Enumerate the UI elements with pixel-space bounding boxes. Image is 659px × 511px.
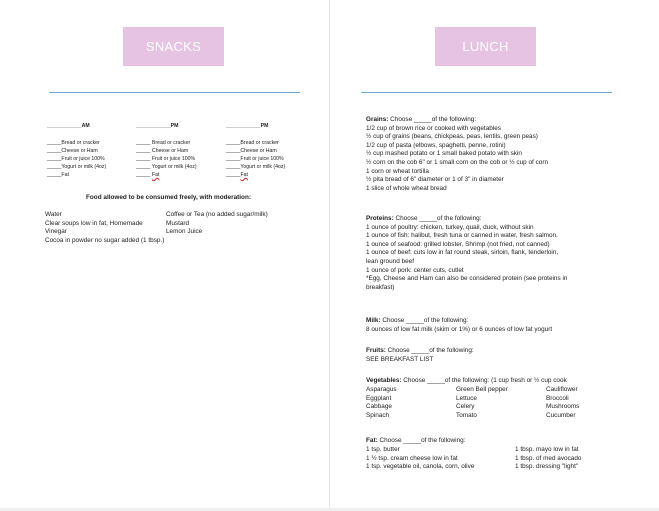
free-foods-left — [45, 211, 164, 245]
list-item: 1 tsp. vegetable oil, canola, corn, olive — [366, 463, 475, 471]
list-item: Tomato — [456, 411, 477, 419]
list-item: 1 tbsp. mayo low in fat — [515, 446, 579, 453]
list-item: 1 ounce of poultry: chicken, turkey, quail, duck, without skin — [366, 223, 534, 231]
list-item: _____Fruit or juice 100% — [226, 156, 284, 162]
fruits-choose: Choose _____of the following: — [385, 347, 474, 354]
list-item: Eggplant — [366, 394, 392, 402]
list-item: _____ Fruit or juice 100% — [136, 156, 196, 162]
vegetables-choose: Choose _____of the following: (1 cup fresh or ½ cup cook — [401, 377, 567, 384]
section-heading — [366, 215, 567, 224]
list-item: 1 tbsp. dressing "light" — [515, 463, 579, 471]
free-foods-title: Food allowed to be consumed freely, with moderation: — [86, 194, 251, 201]
list-item: ½ corn on the cob 6" or 1 small corn on the cob or ½ cup of corn — [366, 158, 549, 166]
fat-col-2 — [515, 446, 581, 472]
list-item: 1/2 cup of pasta (elbows, spaghetti, penne, rotini) — [366, 141, 506, 149]
milk-choose: Choose _____of the following: — [380, 317, 469, 324]
list-item: Broccoli — [546, 394, 569, 402]
list-item: 1 slice of whole wheat bread — [366, 184, 447, 192]
grains-section — [366, 116, 548, 193]
milk-section — [366, 317, 552, 334]
list-item: _____Fruit or juice 100% — [47, 156, 105, 162]
spellcheck-word: Fat — [240, 172, 248, 178]
list-item: _____Fat — [47, 172, 69, 178]
section-heading — [366, 347, 474, 356]
list-item: _____ Yogurt or milk (4oz) — [136, 164, 197, 170]
fruits-section — [366, 347, 474, 364]
spellcheck-word: Fat — [151, 172, 160, 178]
list-item: Cocoa in powder no sugar added (1 tbsp.) — [45, 236, 165, 244]
vegetables-col-2 — [456, 386, 508, 420]
proteins-label: Proteins: — [366, 215, 394, 222]
list-item: SEE BREAKFAST LIST — [366, 355, 434, 363]
list-item: 1 ounce of fish: halibut, fresh tuna or canned in water, fresh salmon. — [366, 232, 558, 240]
snack-list-am — [47, 139, 106, 179]
list-item: Vinegar — [45, 228, 67, 236]
lunch-page — [330, 0, 659, 511]
list-item: Lemon Juice — [166, 228, 203, 236]
list-item: _____Cheese or Ham — [226, 148, 277, 154]
list-item: 1 corn or wheat tortilla — [366, 167, 429, 175]
list-item: Cabbage — [366, 403, 392, 411]
list-item: 8 ounces of low fat milk (skim or 1%) or 6 ounces of low fat yogurt — [366, 325, 553, 333]
list-item: _____ Cheese or Ham — [136, 148, 189, 154]
vegetables-col-3 — [546, 386, 579, 420]
list-item: _____Yogurt or milk (4oz) — [226, 164, 286, 170]
list-item — [226, 171, 285, 179]
list-item: 1 ounce of beef: cuts low in fat round steak, sirloin, flank, tenderloin, — [366, 249, 559, 257]
proteins-choose: Choose _____of the following: — [393, 215, 482, 222]
fat-label: Fat: — [366, 437, 378, 444]
proteins-section — [366, 215, 567, 292]
list-item: Mustard — [166, 219, 190, 227]
list-item: 1 ounce of seafood: grilled lobster, Shrimp (not fried, not canned) — [366, 240, 550, 248]
list-item: 1 ½ tsp. cream cheese low in fat — [366, 454, 458, 462]
list-item: _____Bread or cracker — [226, 140, 279, 146]
fruits-label: Fruits: — [366, 347, 386, 354]
slot-pm-1: ____________PM — [136, 123, 179, 129]
list-item: breakfast) — [366, 283, 395, 291]
vegetables-label: Vegetables: — [366, 377, 402, 384]
list-item: 1 ounce of pork: center cuts, cutlet — [366, 266, 464, 274]
lunch-header-rule — [361, 92, 612, 93]
grains-choose: Choose _____of the following: — [388, 116, 477, 123]
list-item: ½ cup mashed potato or 1 small baked potato with skin — [366, 150, 522, 158]
list-item: 1/2 cup of brown rice or cooked with vegetables — [366, 124, 501, 132]
slot-am: ____________AM — [47, 123, 90, 129]
section-heading — [366, 116, 548, 125]
list-item — [136, 171, 197, 179]
list-item: _____ Bread or cracker — [136, 140, 191, 146]
list-item: 1 tbsp. of med avocado — [515, 454, 582, 462]
list-item: _____Bread or cracker — [47, 140, 100, 146]
list-item: Clear soups low in fat, Homemade — [45, 219, 143, 227]
lunch-header: LUNCH — [435, 27, 536, 66]
fat-col-1 — [366, 446, 474, 472]
vegetables-col-1 — [366, 386, 397, 420]
fat-heading — [366, 437, 465, 446]
list-item: lean ground beef — [366, 257, 414, 265]
list-item: *Egg, Cheese and Ham can also be considered protein (see proteins in — [366, 275, 568, 283]
blank-line: _____ — [136, 172, 152, 178]
snack-list-pm-2 — [226, 139, 285, 179]
list-item: Cauliflower — [546, 386, 578, 393]
blank-line: _____ — [226, 172, 241, 178]
snacks-header-rule — [49, 92, 300, 93]
list-item: ½ cup of grains (beans, chickpeas, peas, lentils, green peas) — [366, 133, 538, 141]
snacks-header: SNACKS — [123, 27, 224, 66]
list-item: Green Bell pepper — [456, 386, 508, 393]
list-item: _____Yogurt or milk (4oz) — [47, 164, 107, 170]
snack-list-pm-1 — [136, 139, 197, 179]
list-item: Coffee or Tea (no added sugar/milk) — [166, 211, 268, 218]
list-item: Lettuce — [456, 394, 477, 402]
fat-choose: Choose _____of the following: — [377, 437, 466, 444]
snacks-page — [0, 0, 329, 511]
list-item: Asparagus — [366, 386, 397, 393]
list-item: 1 tsp. butter — [366, 446, 400, 453]
list-item: Cucumber — [546, 411, 576, 419]
free-foods-right — [166, 211, 268, 237]
list-item: Mushrooms — [546, 403, 580, 411]
section-heading — [366, 317, 552, 326]
vegetables-heading — [366, 377, 567, 386]
list-item: Celery — [456, 403, 475, 411]
milk-label: Milk: — [366, 317, 381, 324]
list-item: Spinach — [366, 411, 390, 419]
slot-pm-2: ____________PM — [226, 123, 269, 129]
list-item: Water — [45, 211, 62, 218]
list-item: ½ pita bread of 6" diameter or 1 of 3" in diameter — [366, 176, 504, 184]
grains-label: Grains: — [366, 116, 389, 123]
list-item: _____Cheese or Ham — [47, 148, 98, 154]
